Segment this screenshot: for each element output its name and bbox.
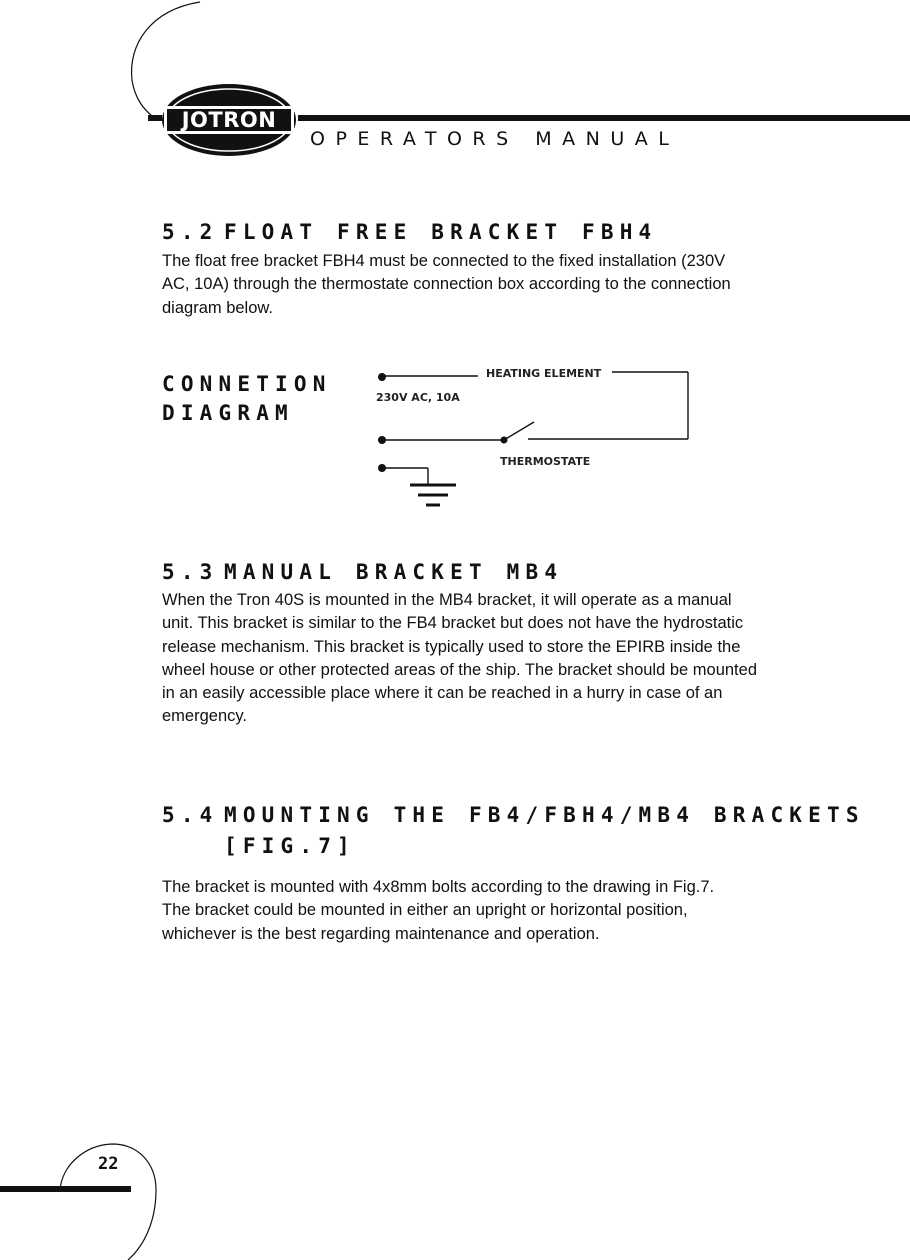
- heating-element-label: HEATING ELEMENT: [486, 367, 602, 380]
- paragraph-2: The bracket could be mounted in either an upright or horizontal position, whichever is the best regarding maintenance and operation.: [162, 901, 688, 943]
- section-title: MANUAL BRACKET MB4: [224, 560, 564, 584]
- diagram-title: [162, 370, 332, 428]
- section-number: 5.3: [162, 560, 219, 584]
- section-title-line1: MOUNTING THE FB4/FBH4/MB4 BRACKETS: [224, 803, 865, 827]
- section-5-3-body: [162, 589, 767, 729]
- section-heading-5-4: [162, 800, 865, 862]
- paragraph-1: The bracket is mounted with 4x8mm bolts according to the drawing in Fig.7.: [162, 878, 715, 896]
- diagram-title-line2: DIAGRAM: [162, 401, 294, 425]
- logo-text: JOTRON: [181, 108, 277, 132]
- section-heading-5-3: [162, 560, 563, 584]
- thermostate-label: THERMOSTATE: [500, 455, 591, 468]
- terminal-dot-2: [378, 436, 386, 444]
- page-number: 22: [98, 1154, 119, 1174]
- section-title: FLOAT FREE BRACKET FBH4: [224, 220, 658, 244]
- section-heading-5-2: [162, 220, 657, 244]
- jotron-logo: [160, 82, 298, 158]
- connection-diagram: [370, 360, 700, 515]
- paragraph: When the Tron 40S is mounted in the MB4 bracket, it will operate as a manual unit. This bracket is similar to the FB4 bracket but does not have the hydrostatic release mechanism. This bracket is typically used to store the EPIRB inside the wheel house or other protected areas of the ship. The bracket should be mounted in an easily accessible place where it can be reached in a hurry in case of an emergency.: [162, 591, 757, 726]
- header-rule: [298, 115, 910, 121]
- supply-label: 230V AC, 10A: [376, 391, 460, 404]
- section-5-2-body: [162, 250, 752, 320]
- footer-rule: [0, 1186, 131, 1192]
- section-number: 5.4: [162, 803, 219, 827]
- manual-title: OPERATORS MANUAL: [310, 128, 680, 150]
- switch-pivot-dot: [501, 437, 508, 444]
- paragraph: The float free bracket FBH4 must be connected to the fixed installation (230V AC, 10A) through the thermostate connection box according to the connection diagram below.: [162, 252, 731, 317]
- terminal-dot-3: [378, 464, 386, 472]
- diagram-title-line1: CONNETION: [162, 372, 332, 396]
- terminal-dot-1: [378, 373, 386, 381]
- section-title-line2: [FIG.7]: [224, 834, 356, 858]
- section-number: 5.2: [162, 220, 219, 244]
- thermostat-switch: [504, 422, 534, 440]
- section-5-4-body: [162, 876, 762, 946]
